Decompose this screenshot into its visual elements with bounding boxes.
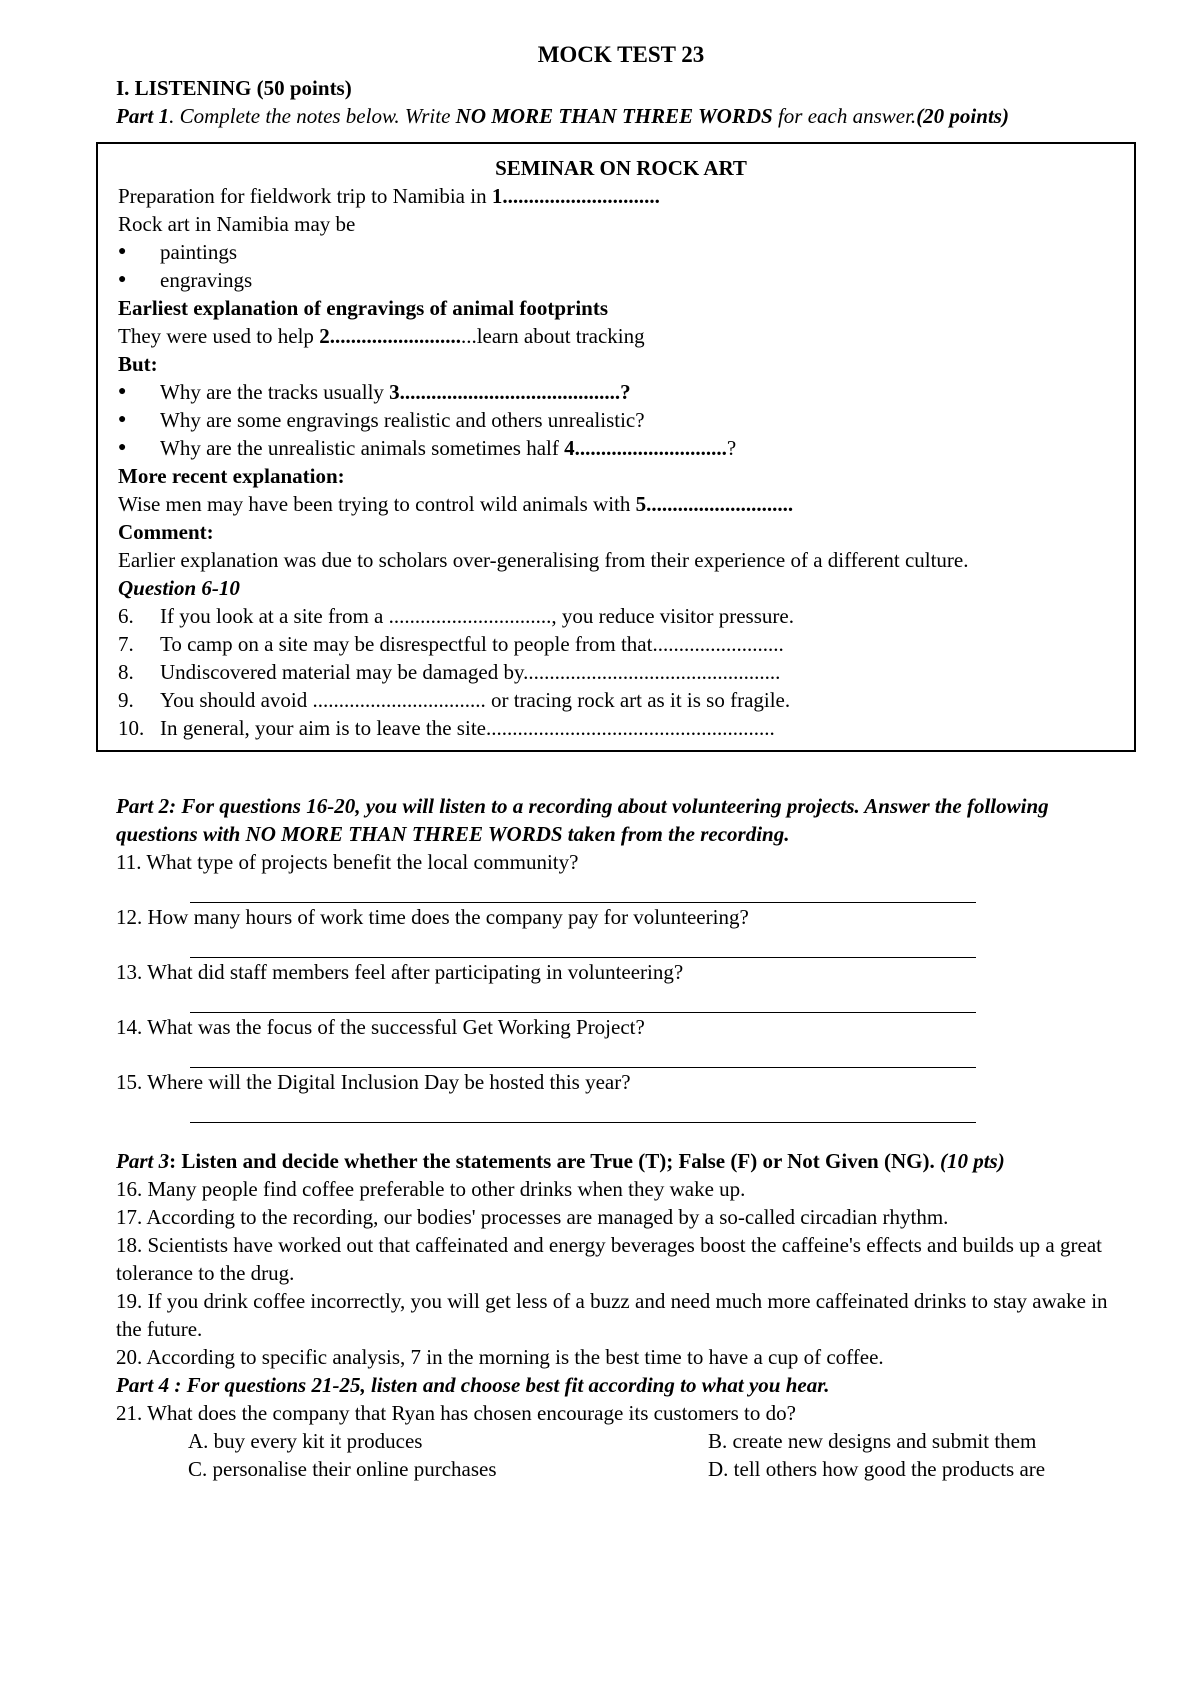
question-number: 9. xyxy=(118,688,134,712)
notes-line-3 xyxy=(118,322,1124,350)
part4-instruction: Part 4 : For questions 21-25, listen and choose best fit according to what you hear. xyxy=(116,1373,830,1397)
part3-statement: 17. According to the recording, our bodies' processes are managed by a so-called circadian rhythm. xyxy=(116,1205,949,1229)
bullet-end: ? xyxy=(726,436,737,460)
bullet-text: Why are the tracks usually xyxy=(160,380,390,404)
answer-line[interactable] xyxy=(190,876,976,903)
bullet-text: Why are some engravings realistic and others unrealistic? xyxy=(160,408,645,432)
page-title: MOCK TEST 23 xyxy=(537,42,705,67)
part1-text-end: for each answer. xyxy=(772,104,917,128)
part4-question-21: 21. What does the company that Ryan has chosen encourage its customers to do? xyxy=(116,1401,796,1425)
notes-box xyxy=(96,142,1136,752)
part2-question: 12. How many hours of work time does the company pay for volunteering? xyxy=(116,905,749,929)
part2-instruction: Part 2: For questions 16-20, you will listen to a recording about volunteering projects. Answer the following questions with NO MORE THAN THREE WORDS taken from the recording. xyxy=(116,794,1049,846)
part2-question: 15. Where will the Digital Inclusion Day be hosted this year? xyxy=(116,1070,631,1094)
part3-text: : Listen and decide whether the statements are True (T); False (F) or Not Given (NG). xyxy=(169,1149,940,1173)
question-number: 10. xyxy=(118,716,145,740)
question-6-10-heading: Question 6-10 xyxy=(118,576,240,600)
answer-line[interactable] xyxy=(190,986,976,1013)
spacer xyxy=(116,752,1126,792)
bullet-dot-icon: ● xyxy=(118,272,127,287)
option-b[interactable]: B. create new designs and submit them xyxy=(708,1429,1037,1453)
part1-points: (20 points) xyxy=(916,104,1009,128)
bullet-text: engravings xyxy=(160,268,253,292)
option-c[interactable]: C. personalise their online purchases xyxy=(188,1457,497,1481)
option-d[interactable]: D. tell others how good the products are xyxy=(708,1457,1046,1481)
question-text: You should avoid ................................. or tracing rock art as it is so fragile. xyxy=(160,688,791,712)
part3-points: (10 pts) xyxy=(939,1149,1005,1173)
part1-instruction xyxy=(116,102,1126,130)
bullet-item xyxy=(118,406,1124,434)
part3-statement: 16. Many people find coffee preferable to other drinks when they wake up. xyxy=(116,1177,746,1201)
bullet-item xyxy=(118,238,1124,266)
part1-emphasis: NO MORE THAN THREE WORDS xyxy=(455,104,773,128)
numbered-question xyxy=(118,630,1124,658)
notes-line-4-text: Wise men may have been trying to control wild animals with xyxy=(118,492,636,516)
answer-line[interactable] xyxy=(190,931,976,958)
question-number: 7. xyxy=(118,632,134,656)
section-heading-listening: I. LISTENING (50 points) xyxy=(116,76,352,100)
notes-heading-earliest: Earliest explanation of engravings of animal footprints xyxy=(118,296,609,320)
part3-statement: 20. According to specific analysis, 7 in the morning is the best time to have a cup of coffee. xyxy=(116,1345,884,1369)
part3-instruction xyxy=(116,1147,1126,1175)
notes-heading-but: But: xyxy=(118,352,158,376)
part3-statement: 18. Scientists have worked out that caffeinated and energy beverages boost the caffeine's effects and builds up a great tolerance to the drug. xyxy=(116,1233,1102,1285)
question-number: 8. xyxy=(118,660,134,684)
notes-line-2: Rock art in Namibia may be xyxy=(118,212,356,236)
bullet-text: paintings xyxy=(160,240,237,264)
question-text: To camp on a site may be disrespectful to people from that......................... xyxy=(160,632,784,656)
question-text: In general, your aim is to leave the site....................................................... xyxy=(160,716,775,740)
notes-line-3-end: ...learn about tracking xyxy=(460,324,645,348)
question-text: If you look at a site from a ..............................., you reduce visitor pressure. xyxy=(160,604,794,628)
part2-question: 13. What did staff members feel after participating in volunteering? xyxy=(116,960,684,984)
option-a[interactable]: A. buy every kit it produces xyxy=(188,1429,423,1453)
notes-line-5: Earlier explanation was due to scholars over-generalising from their experience of a different culture. xyxy=(118,548,969,572)
notes-heading-comment: Comment: xyxy=(118,520,214,544)
bullet-item xyxy=(118,266,1124,294)
notes-line-3-text: They were used to help xyxy=(118,324,320,348)
answer-line[interactable] xyxy=(190,1096,976,1123)
notes-heading-recent: More recent explanation: xyxy=(118,464,345,488)
bullet-item xyxy=(118,378,1124,406)
answer-blank-3[interactable]: 3.......................................... xyxy=(389,380,621,404)
answer-line[interactable] xyxy=(190,1041,976,1068)
numbered-question xyxy=(118,602,1124,630)
numbered-question xyxy=(118,658,1124,686)
part2-question: 14. What was the focus of the successful Get Working Project? xyxy=(116,1015,645,1039)
notes-box-title: SEMINAR ON ROCK ART xyxy=(495,156,747,180)
part3-statement: 19. If you drink coffee incorrectly, you will get less of a buzz and need much more caffeinated drinks to stay awake in the future. xyxy=(116,1289,1108,1341)
worksheet-page xyxy=(116,40,1126,1483)
part1-label: Part 1 xyxy=(116,104,170,128)
part2-question: 11. What type of projects benefit the local community? xyxy=(116,850,579,874)
bullet-dot-icon: ● xyxy=(118,412,127,427)
bullet-dot-icon: ● xyxy=(118,440,127,455)
spacer xyxy=(116,1123,1126,1147)
answer-blank-1[interactable]: 1.............................. xyxy=(491,184,660,208)
answer-blank-5[interactable]: 5............................ xyxy=(635,492,794,516)
question-number: 6. xyxy=(118,604,134,628)
answer-options xyxy=(188,1427,1126,1483)
numbered-question xyxy=(118,686,1124,714)
question-text: Undiscovered material may be damaged by................................................. xyxy=(160,660,781,684)
notes-line-4 xyxy=(118,490,1124,518)
notes-line-1-text: Preparation for fieldwork trip to Namibia in xyxy=(118,184,492,208)
part3-label: Part 3 xyxy=(116,1149,170,1173)
bullet-dot-icon: ● xyxy=(118,384,127,399)
notes-line-1 xyxy=(118,182,1124,210)
bullet-item xyxy=(118,434,1124,462)
answer-blank-4[interactable]: 4............................. xyxy=(564,436,727,460)
bullet-end: ? xyxy=(620,380,631,404)
bullet-dot-icon: ● xyxy=(118,244,127,259)
bullet-text: Why are the unrealistic animals sometimes half xyxy=(160,436,565,460)
numbered-question xyxy=(118,714,1124,742)
answer-blank-2[interactable]: 2......................... xyxy=(319,324,461,348)
part1-text: . Complete the notes below. Write xyxy=(169,104,456,128)
